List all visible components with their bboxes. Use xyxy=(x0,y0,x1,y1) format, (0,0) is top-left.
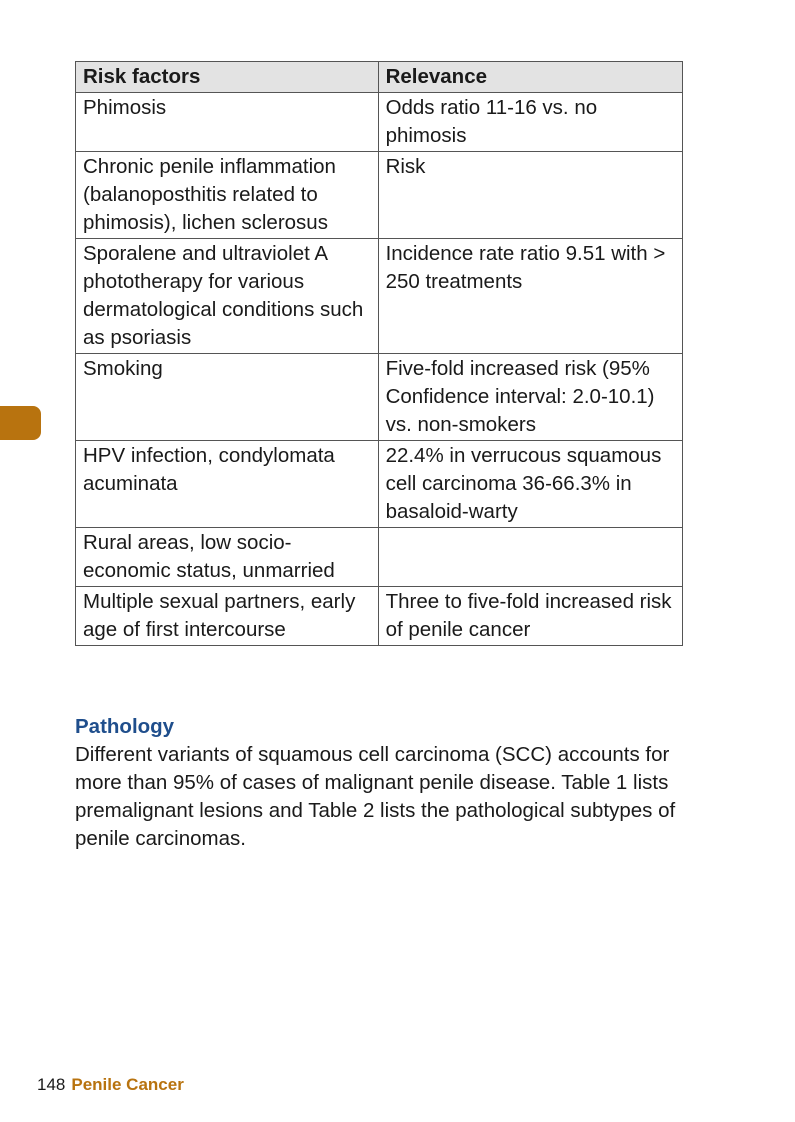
chapter-title: Penile Cancer xyxy=(71,1075,184,1094)
table-row xyxy=(76,441,683,528)
table-header-row xyxy=(76,62,683,93)
table-row xyxy=(76,587,683,646)
relevance-cell xyxy=(378,528,682,587)
relevance-cell: Risk xyxy=(378,152,682,239)
pathology-section xyxy=(75,713,715,853)
risk-factors-table xyxy=(75,61,683,646)
table-row xyxy=(76,152,683,239)
header-risk-factors: Risk factors xyxy=(76,62,379,93)
table-row xyxy=(76,528,683,587)
risk-factor-cell: Rural areas, low socio-economic status, unmarried xyxy=(76,528,379,587)
risk-factor-cell: Multiple sexual partners, early age of first intercourse xyxy=(76,587,379,646)
section-heading: Pathology xyxy=(75,715,175,738)
risk-factor-cell: Smoking xyxy=(76,354,379,441)
relevance-cell: Incidence rate ratio 9.51 with > 250 treatments xyxy=(378,239,682,354)
table-row xyxy=(76,239,683,354)
relevance-cell: Five-fold increased risk (95% Confidence interval: 2.0-10.1) vs. non-smokers xyxy=(378,354,682,441)
risk-factor-cell: Sporalene and ultraviolet A phototherapy for various dermatological conditions such as psoriasis xyxy=(76,239,379,354)
table-row xyxy=(76,354,683,441)
table-row xyxy=(76,93,683,152)
page-number: 148 xyxy=(37,1075,66,1094)
risk-factor-cell: Phimosis xyxy=(76,93,379,152)
header-relevance: Relevance xyxy=(378,62,682,93)
risk-factor-cell: Chronic penile inflammation (balanoposthitis related to phimosis), lichen sclerosus xyxy=(76,152,379,239)
section-body: Different variants of squamous cell carcinoma (SCC) accounts for more than 95% of cases of malignant penile disease. Table 1 lists premalignant lesions and Table 2 lists the pathological subtypes of penile carcinomas. xyxy=(75,743,676,850)
risk-factor-cell: HPV infection, condylomata acuminata xyxy=(76,441,379,528)
chapter-tab-marker xyxy=(0,406,41,440)
relevance-cell: 22.4% in verrucous squamous cell carcinoma 36-66.3% in basaloid-warty xyxy=(378,441,682,528)
page-footer xyxy=(37,1073,184,1097)
relevance-cell: Three to five-fold increased risk of penile cancer xyxy=(378,587,682,646)
relevance-cell: Odds ratio 11-16 vs. no phimosis xyxy=(378,93,682,152)
